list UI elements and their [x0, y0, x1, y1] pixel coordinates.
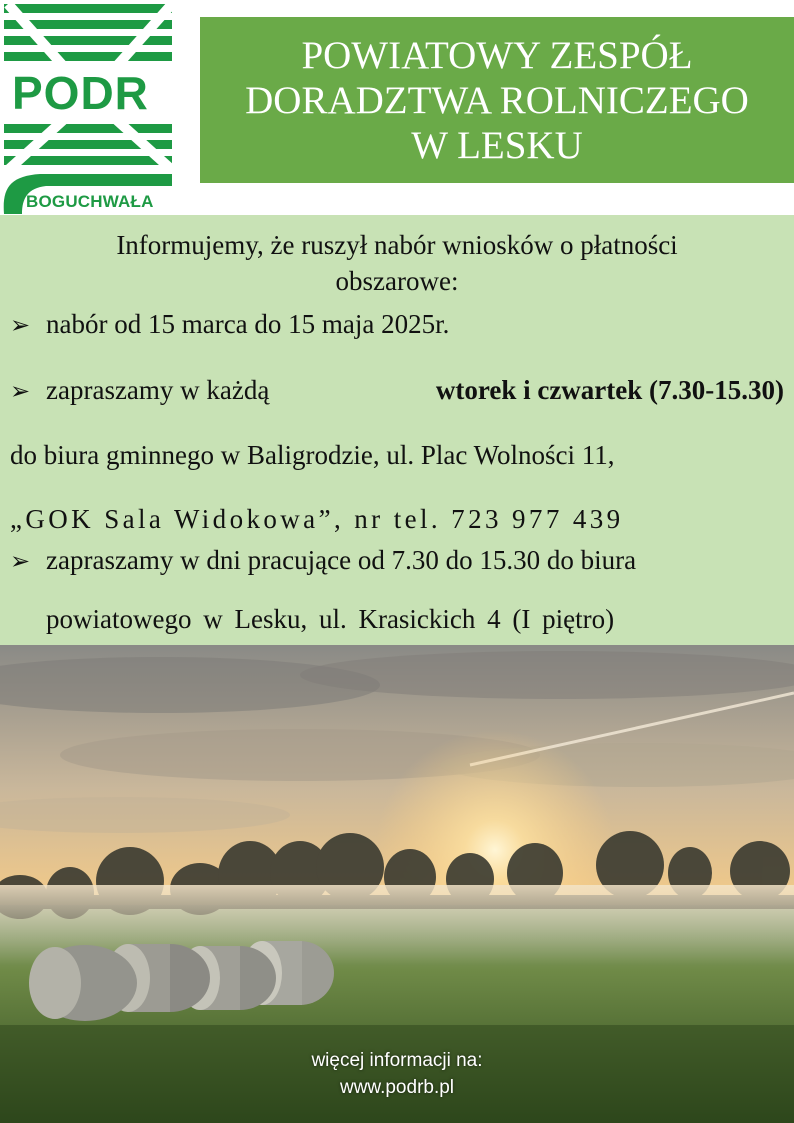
footer-info	[0, 1047, 794, 1101]
footer-website-link[interactable]: www.podrb.pl	[339, 1077, 455, 1098]
arrow-bullet-icon: ➢	[10, 313, 31, 339]
info-panel	[0, 215, 794, 645]
item-lesko-text: zapraszamy w dni pracujące od 7.30 do 15.30 do biura	[46, 545, 637, 575]
title-line-2: DORADZTWA ROLNICZEGO	[245, 78, 749, 122]
item-baligrod-address: do biura gminnego w Baligrodzie, ul. Plac Wolności 11,	[10, 440, 615, 470]
podr-logo	[0, 0, 178, 214]
bullet-item-lesko	[10, 545, 636, 576]
intro-line-2: obszarowe:	[335, 266, 459, 296]
item-baligrod-prefix: zapraszamy w każdą	[46, 375, 270, 405]
intro-line-1: Informujemy, że ruszył nabór wniosków o płatności	[116, 230, 678, 260]
logo-subtitle: BOGUCHWAŁA	[26, 192, 154, 211]
title-line-3: W LESKU	[411, 123, 583, 167]
page-title	[245, 33, 749, 168]
footer-line-1: więcej informacji na:	[311, 1050, 483, 1071]
item-dates-text: nabór od 15 marca do 15 maja 2025r.	[46, 309, 450, 339]
arrow-bullet-icon: ➢	[10, 549, 31, 575]
item-lesko-address: powiatowego w Lesku, ul. Krasickich 4 (I piętro)	[46, 604, 615, 634]
arrow-bullet-icon: ➢	[10, 379, 31, 405]
intro-text	[0, 227, 794, 299]
bullet-item-dates	[10, 309, 449, 340]
title-banner	[200, 17, 794, 183]
item-baligrod-lead	[10, 375, 269, 406]
item-baligrod-days: wtorek i czwartek (7.30-15.30)	[435, 375, 784, 405]
bullet-item-baligrod	[10, 375, 784, 406]
logo-wordmark: PODR	[12, 67, 149, 119]
title-line-1: POWIATOWY ZESPÓŁ	[301, 33, 693, 77]
item-baligrod-phone: „GOK Sala Widokowa”, nr tel. 723 977 439	[10, 504, 624, 534]
